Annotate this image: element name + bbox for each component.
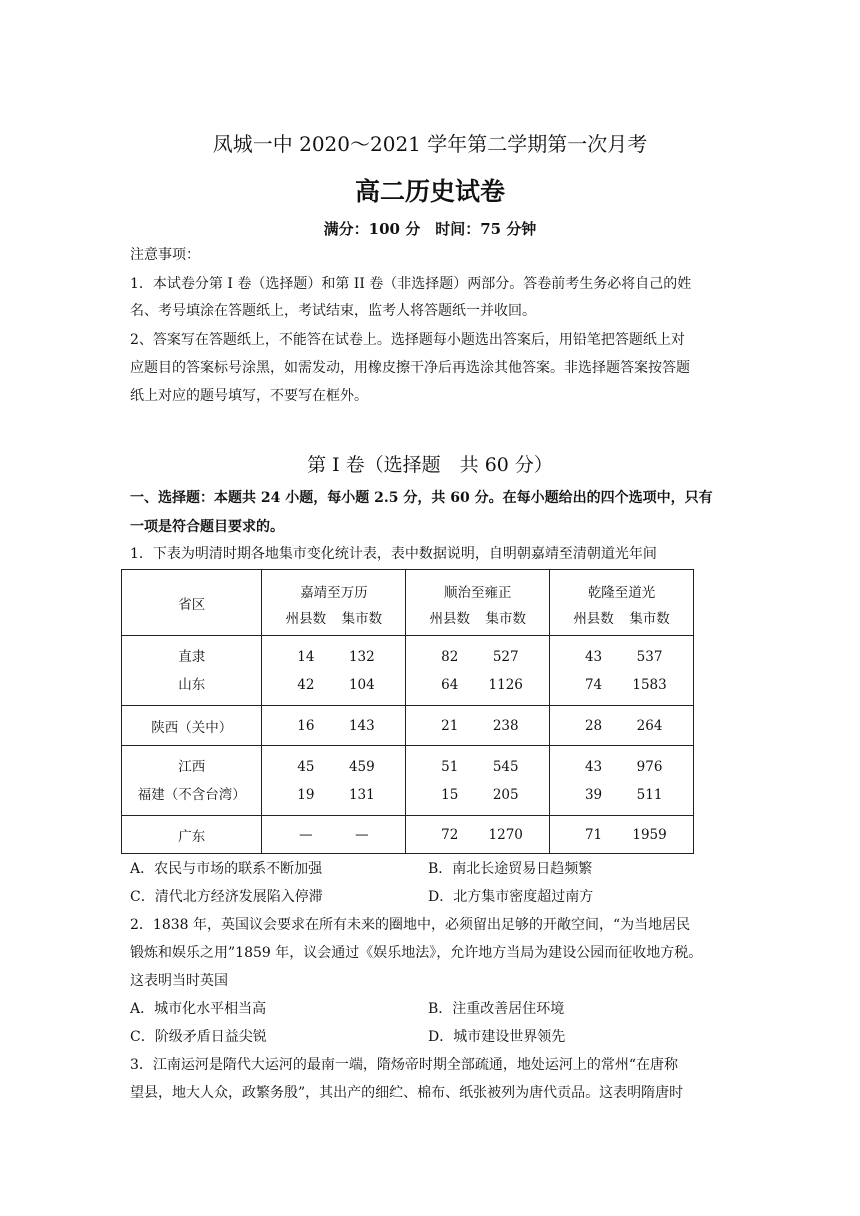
q2-option-c: C．阶级矛盾日益尖锐 (130, 1029, 267, 1045)
notice-line: 名、考号填涂在答题纸上，考试结束，监考人将答题纸一并收回。 (130, 303, 536, 319)
value-cell: 45 459 19 131 (262, 746, 406, 816)
question-3-line: 3．江南运河是隋代大运河的最南一端，隋炀帝时期全部疏通，地处运河上的常州“在唐称 (130, 1057, 679, 1073)
region-name: 江西 (178, 758, 206, 775)
sub-header: 州县数 (285, 610, 327, 627)
q2-option-a: A．城市化水平相当高 (130, 1001, 267, 1017)
sub-header: 州县数 (573, 610, 614, 627)
table-row (122, 746, 694, 816)
notice-line: 纸上对应的题号填写，不要写在框外。 (130, 388, 368, 404)
region-header: 省区 (122, 570, 262, 636)
table-row (122, 636, 694, 706)
table-row (122, 816, 694, 854)
region-cell (122, 636, 262, 706)
q1-option-c: C．清代北方经济发展陷入停滞 (130, 889, 323, 905)
value-cell: 16 143 (262, 706, 406, 746)
market-statistics-table (121, 569, 694, 854)
region-name: 陕西（关中） (151, 719, 233, 736)
notice-line: 应题目的答案标号涂黑，如需发动，用橡皮擦干净后再选涂其他答案。非选择题答案按答题 (130, 360, 690, 376)
region-cell (122, 816, 262, 854)
sub-header: 集市数 (485, 610, 526, 627)
period-label: 顺治至雍正 (443, 584, 512, 601)
question-2-line: 这表明当时英国 (130, 973, 228, 989)
value-cell: — — (262, 816, 406, 854)
question-3-line: 望县，地大人众，政繁务殷”，其出产的细纻、棉布、纸张被列为唐代贡品。这表明隋唐时 (130, 1085, 684, 1101)
question-2-line: 锻炼和娱乐之用”1859 年，议会通过《娱乐地法》，允许地方当局为建设公园而征收地方税。 (130, 945, 703, 961)
score-time-line: 满分：100 分 时间：75 分钟 (323, 220, 537, 238)
q2-option-b: B．注重改善居住环境 (428, 1001, 565, 1017)
exam-school-title: 凤城一中 2020～2021 学年第二学期第一次月考 (212, 132, 648, 156)
q1-option-d: D．北方集市密度超过南方 (428, 889, 594, 905)
value-cell: 21 238 (406, 706, 550, 746)
period-label: 嘉靖至万历 (300, 584, 368, 601)
notice-title: 注意事项： (130, 247, 200, 263)
section-instruction-line: 一、选择题：本题共 24 小题，每小题 2.5 分，共 60 分。在每小题给出的四个选项中，只有 (130, 490, 713, 506)
q2-option-d: D．城市建设世界领先 (428, 1029, 566, 1045)
value-cell: 28 264 (550, 706, 694, 746)
section-instruction-line: 一项是符合题目要求的。 (130, 519, 284, 535)
period-header (550, 570, 694, 636)
value-cell: 43 537 74 1583 (550, 636, 694, 706)
table-row (122, 706, 694, 746)
q1-option-b: B．南北长途贸易日趋频繁 (428, 861, 593, 877)
region-cell (122, 746, 262, 816)
question-1-stem: 1．下表为明清时期各地集市变化统计表，表中数据说明，自明朝嘉靖至清朝道光年间 (130, 546, 657, 562)
section-title: 第 I 卷（选择题 共 60 分） (307, 454, 553, 476)
region-name: 山东 (178, 676, 206, 693)
sub-header: 集市数 (341, 610, 383, 627)
period-header (262, 570, 406, 636)
period-label: 乾隆至道光 (587, 584, 656, 601)
value-cell: 71 1959 (550, 816, 694, 854)
q1-option-a: A．农民与市场的联系不断加强 (130, 861, 323, 877)
value-cell: 82 527 64 1126 (406, 636, 550, 706)
value-cell: 72 1270 (406, 816, 550, 854)
exam-subject-title: 高二历史试卷 (354, 177, 505, 206)
table-header-row (122, 570, 694, 636)
value-cell: 43 976 39 511 (550, 746, 694, 816)
sub-header: 州县数 (429, 610, 470, 627)
region-cell (122, 706, 262, 746)
region-name: 广东 (178, 828, 206, 845)
notice-line: 2、答案写在答题纸上，不能答在试卷上。选择题每小题选出答案后，用铅笔把答题纸上对 (130, 332, 685, 348)
region-name: 直隶 (178, 648, 206, 665)
question-2-line: 2．1838 年，英国议会要求在所有未来的圈地中，必须留出足够的开敞空间，“为当地居民 (130, 917, 691, 933)
period-header (406, 570, 550, 636)
sub-header: 集市数 (629, 610, 670, 627)
value-cell: 51 545 15 205 (406, 746, 550, 816)
value-cell: 14 132 42 104 (262, 636, 406, 706)
notice-line: 1．本试卷分第 I 卷（选择题）和第 II 卷（非选择题）两部分。答卷前考生务必将自己的姓 (130, 276, 692, 292)
region-name: 福建（不含台湾） (137, 786, 246, 803)
